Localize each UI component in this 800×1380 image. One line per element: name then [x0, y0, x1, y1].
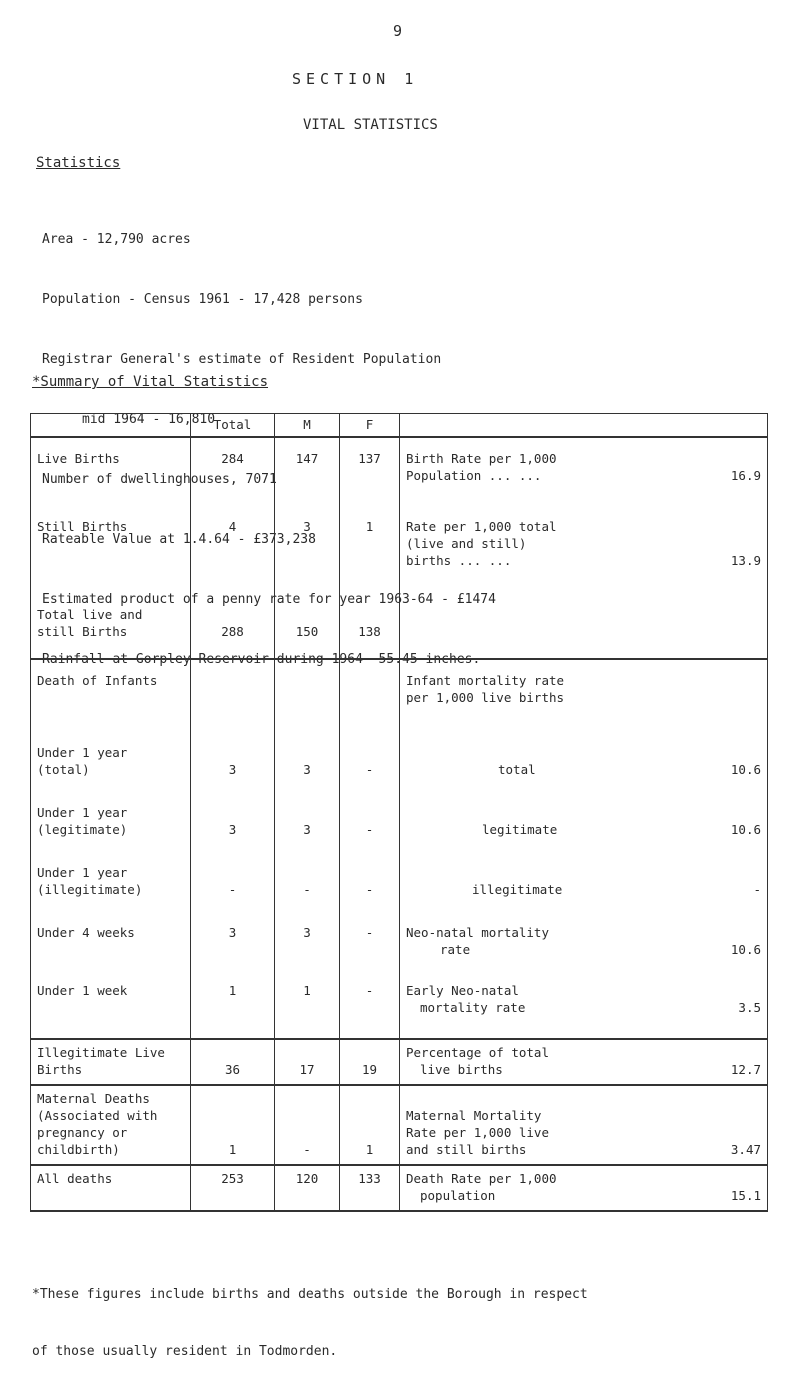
table-row-live-births — [31, 437, 768, 514]
rate-value: 3.5 — [738, 1000, 761, 1015]
cell-total — [191, 1039, 275, 1085]
cell-total: 284 — [191, 437, 275, 514]
cell-male — [275, 1039, 340, 1085]
row-label-line: (legitimate) — [37, 822, 128, 837]
rate-line — [406, 999, 761, 1016]
table-row-under1-total — [31, 740, 768, 800]
row-label-line: pregnancy or — [37, 1125, 128, 1140]
rate-value: 3.47 — [730, 1142, 761, 1157]
row-label: Under 1 week — [31, 978, 191, 1039]
row-label — [31, 1039, 191, 1085]
cell-value: 36 — [224, 1062, 241, 1077]
row-label — [31, 602, 191, 659]
cell-rate — [400, 920, 768, 978]
cell-female: - — [340, 978, 400, 1039]
row-label — [31, 860, 191, 920]
table-row-all-deaths — [31, 1165, 768, 1211]
cell-total: 4 — [191, 514, 275, 602]
rate-label: Infant mortality rate — [406, 673, 565, 688]
row-label-line: Under 1 year — [37, 745, 128, 760]
row-label-line: Births — [37, 1062, 83, 1077]
cell-value: 288 — [221, 624, 244, 639]
fact-population: Population - Census 1961 - 17,428 persons — [42, 292, 363, 307]
table-row-under4-weeks — [31, 920, 768, 978]
vital-statistics-table — [30, 413, 768, 1212]
footnote-line-1: *These figures include births and deaths outside the Borough in respect — [32, 1287, 588, 1302]
cell-female — [340, 860, 400, 920]
cell-female — [340, 740, 400, 800]
cell-rate — [400, 602, 768, 659]
rate-value: 10.6 — [730, 942, 761, 957]
cell-female — [340, 800, 400, 860]
table-row-under1-week — [31, 978, 768, 1039]
cell-rate — [400, 514, 768, 602]
table-header-row — [31, 414, 768, 438]
rate-label: births ... ... — [406, 553, 512, 568]
row-label: All deaths — [31, 1165, 191, 1211]
cell-male — [275, 800, 340, 860]
cell-value: 150 — [295, 624, 319, 639]
rate-line — [406, 552, 761, 569]
fact-area: Area - 12,790 acres — [42, 232, 191, 247]
table-row-still-births — [31, 514, 768, 602]
cell-male — [275, 1085, 340, 1165]
subtitle: VITAL STATISTICS — [303, 117, 438, 133]
cell-value: 1 — [228, 1142, 237, 1157]
fact-registrar-estimate: Registrar General's estimate of Resident Population — [42, 352, 442, 367]
cell-male: 147 — [275, 437, 340, 514]
cell-total — [191, 659, 275, 740]
cell-value: - — [303, 882, 311, 897]
table-row-total-births — [31, 602, 768, 659]
rate-value: 15.1 — [730, 1188, 761, 1203]
rate-label: mortality rate — [420, 1000, 526, 1015]
rate-label: Percentage of total — [406, 1045, 549, 1060]
table-row-illegitimate-births — [31, 1039, 768, 1085]
cell-female — [340, 1085, 400, 1165]
cell-male: 120 — [275, 1165, 340, 1211]
rate-line — [406, 1061, 761, 1078]
row-label: Death of Infants — [31, 659, 191, 740]
rate-label: Rate per 1,000 total — [406, 519, 557, 534]
rate-label: Rate per 1,000 live — [406, 1125, 549, 1140]
cell-total — [191, 860, 275, 920]
cell-female: - — [340, 920, 400, 978]
row-label — [31, 800, 191, 860]
cell-rate — [400, 978, 768, 1039]
rate-label: Population ... ... — [406, 468, 542, 483]
header-total: Total — [191, 414, 275, 438]
cell-value: - — [228, 882, 237, 897]
cell-rate — [400, 1039, 768, 1085]
cell-total: 253 — [191, 1165, 275, 1211]
cell-female: 133 — [340, 1165, 400, 1211]
rate-label: Early Neo-natal — [406, 983, 519, 998]
cell-value: 3 — [303, 762, 311, 777]
cell-value: - — [365, 822, 374, 837]
cell-value: - — [365, 762, 374, 777]
rate-line — [406, 941, 761, 958]
cell-rate — [400, 1085, 768, 1165]
table-row-infant-deaths-heading — [31, 659, 768, 740]
row-label-line: Maternal Deaths — [37, 1091, 150, 1106]
fact-penny-rate: Estimated product of a penny rate for year 1963-64 - £1474 — [42, 592, 496, 607]
rate-label: illegitimate — [472, 882, 563, 897]
page-number: 9 — [393, 22, 403, 40]
rate-label: population — [420, 1188, 496, 1203]
rate-label: Maternal Mortality — [406, 1108, 542, 1123]
row-label: Under 4 weeks — [31, 920, 191, 978]
cell-male — [275, 740, 340, 800]
row-label-line: Under 1 year — [37, 805, 128, 820]
header-rate — [400, 414, 768, 438]
rate-label: total — [498, 762, 536, 777]
row-label: Live Births — [31, 437, 191, 514]
row-label: Still Births — [31, 514, 191, 602]
fact-rainfall: Rainfall at Gorpley Reservoir during 1964 -55.45 inches. — [42, 652, 481, 667]
row-label-line: childbirth) — [37, 1142, 120, 1157]
footnote — [32, 1247, 588, 1380]
cell-female: 1 — [340, 514, 400, 602]
cell-rate — [400, 1165, 768, 1211]
rate-line — [406, 467, 761, 484]
rate-value: 10.6 — [730, 762, 761, 777]
rate-label: Neo-natal mortality — [406, 925, 549, 940]
cell-male — [275, 602, 340, 659]
cell-male: 1 — [275, 978, 340, 1039]
footnote-line-2: of those usually resident in Todmorden. — [32, 1344, 338, 1359]
cell-female: 137 — [340, 437, 400, 514]
cell-total — [191, 800, 275, 860]
row-label-line: still Births — [37, 624, 128, 639]
rate-line — [406, 761, 761, 778]
rate-value: 13.9 — [730, 553, 761, 568]
row-label — [31, 1085, 191, 1165]
cell-rate — [400, 800, 768, 860]
cell-total — [191, 740, 275, 800]
table-row-under1-legitimate — [31, 800, 768, 860]
cell-value: 17 — [299, 1062, 315, 1077]
cell-male: 3 — [275, 920, 340, 978]
row-label-line: Illegitimate Live — [37, 1045, 165, 1060]
rate-label: Birth Rate per 1,000 — [406, 451, 557, 466]
row-label-line: (Associated with — [37, 1108, 158, 1123]
rate-value: 10.6 — [730, 822, 761, 837]
cell-rate — [400, 860, 768, 920]
header-male: M — [275, 414, 340, 438]
row-label-line: (illegitimate) — [37, 882, 143, 897]
rate-label: rate — [440, 942, 471, 957]
cell-male: 3 — [275, 514, 340, 602]
cell-rate — [400, 659, 768, 740]
rate-line — [406, 881, 761, 898]
rate-label: per 1,000 live births — [406, 690, 565, 705]
fact-rateable-value: Rateable Value at 1.4.64 - £373,238 — [42, 532, 316, 547]
cell-value: 1 — [365, 1142, 374, 1157]
header-label — [31, 414, 191, 438]
cell-rate — [400, 437, 768, 514]
cell-value: 3 — [228, 762, 237, 777]
statistics-heading: Statistics — [36, 155, 121, 171]
cell-value: - — [365, 882, 374, 897]
cell-female — [340, 659, 400, 740]
header-female: F — [340, 414, 400, 438]
row-label-line: (total) — [37, 762, 90, 777]
cell-total: 1 — [191, 978, 275, 1039]
cell-rate — [400, 740, 768, 800]
cell-male — [275, 860, 340, 920]
rate-label: live births — [420, 1062, 503, 1077]
fact-dwellinghouses: Number of dwellinghouses, 7071 — [42, 472, 277, 487]
cell-value: 3 — [303, 822, 311, 837]
cell-value: 19 — [361, 1062, 378, 1077]
cell-total — [191, 602, 275, 659]
fact-mid-year: mid 1964 - 16,810 — [82, 412, 216, 427]
cell-female — [340, 1039, 400, 1085]
summary-heading: *Summary of Vital Statistics — [32, 374, 269, 390]
table-row-maternal-deaths — [31, 1085, 768, 1165]
rate-value: 12.7 — [730, 1062, 761, 1077]
cell-value: 138 — [358, 624, 381, 639]
rate-label: Death Rate per 1,000 — [406, 1171, 557, 1186]
row-label — [31, 740, 191, 800]
cell-value: - — [303, 1142, 311, 1157]
rate-line — [406, 821, 761, 838]
cell-total: 3 — [191, 920, 275, 978]
rate-value: - — [753, 882, 761, 897]
rate-line — [406, 1187, 761, 1204]
cell-male — [275, 659, 340, 740]
row-label-line: Total live and — [37, 607, 143, 622]
cell-value: 3 — [228, 822, 237, 837]
cell-total — [191, 1085, 275, 1165]
rate-label: (live and still) — [406, 536, 527, 551]
rate-line — [406, 1141, 761, 1158]
table-row-under1-illegitimate — [31, 860, 768, 920]
row-label-line: Under 1 year — [37, 865, 128, 880]
section-title: SECTION 1 — [292, 70, 419, 88]
cell-female — [340, 602, 400, 659]
rate-label: legitimate — [482, 822, 558, 837]
rate-value: 16.9 — [730, 468, 761, 483]
rate-label: and still births — [406, 1142, 527, 1157]
